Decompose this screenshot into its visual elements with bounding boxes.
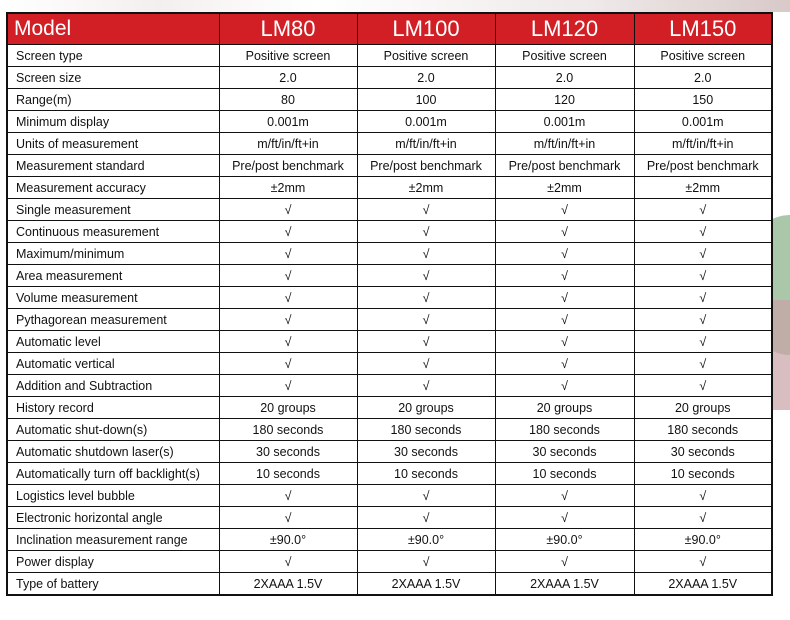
table-cell: √	[357, 353, 495, 375]
row-label: Measurement accuracy	[7, 177, 219, 199]
table-cell: ±2mm	[219, 177, 357, 199]
table-cell: √	[634, 375, 772, 397]
table-cell: 80	[219, 89, 357, 111]
table-row	[7, 45, 772, 67]
table-row	[7, 463, 772, 485]
table-row	[7, 287, 772, 309]
table-cell: √	[634, 309, 772, 331]
row-label: Units of measurement	[7, 133, 219, 155]
table-row	[7, 155, 772, 177]
table-cell: √	[634, 287, 772, 309]
row-label: Range(m)	[7, 89, 219, 111]
table-cell: 30 seconds	[495, 441, 634, 463]
table-cell: √	[219, 375, 357, 397]
row-label: Electronic horizontal angle	[7, 507, 219, 529]
table-row	[7, 419, 772, 441]
background-banner	[0, 0, 790, 12]
table-row	[7, 89, 772, 111]
table-cell: 20 groups	[634, 397, 772, 419]
table-row	[7, 199, 772, 221]
header-lm100: LM100	[357, 13, 495, 45]
row-label: Maximum/minimum	[7, 243, 219, 265]
table-row	[7, 309, 772, 331]
table-cell: √	[357, 551, 495, 573]
table-cell: √	[219, 221, 357, 243]
table-cell: √	[219, 485, 357, 507]
table-cell: √	[495, 375, 634, 397]
header-model: Model	[7, 13, 219, 45]
row-label: Power display	[7, 551, 219, 573]
table-cell: 10 seconds	[634, 463, 772, 485]
table-cell: 0.001m	[495, 111, 634, 133]
spec-comparison-table	[6, 12, 773, 596]
table-row	[7, 221, 772, 243]
table-cell: 180 seconds	[219, 419, 357, 441]
header-lm120: LM120	[495, 13, 634, 45]
table-cell: √	[357, 507, 495, 529]
table-cell: Positive screen	[634, 45, 772, 67]
table-cell: √	[634, 265, 772, 287]
table-cell: 180 seconds	[495, 419, 634, 441]
table-cell: √	[634, 551, 772, 573]
row-label: Type of battery	[7, 573, 219, 596]
table-cell: 30 seconds	[634, 441, 772, 463]
table-row	[7, 133, 772, 155]
table-cell: ±90.0°	[634, 529, 772, 551]
table-cell: Pre/post benchmark	[634, 155, 772, 177]
table-cell: 2XAAA 1.5V	[495, 573, 634, 596]
table-cell: 0.001m	[219, 111, 357, 133]
table-cell: m/ft/in/ft+in	[634, 133, 772, 155]
table-cell: √	[219, 353, 357, 375]
table-row	[7, 573, 772, 596]
row-label: Automatic level	[7, 331, 219, 353]
table-cell: √	[219, 309, 357, 331]
table-cell: 2.0	[357, 67, 495, 89]
table-cell: √	[219, 551, 357, 573]
table-cell: 180 seconds	[634, 419, 772, 441]
row-label: Pythagorean measurement	[7, 309, 219, 331]
table-row	[7, 375, 772, 397]
table-cell: √	[357, 221, 495, 243]
table-cell: √	[495, 551, 634, 573]
table-cell: √	[634, 331, 772, 353]
table-row	[7, 441, 772, 463]
row-label: Automatic shut-down(s)	[7, 419, 219, 441]
header-lm80: LM80	[219, 13, 357, 45]
table-cell: Pre/post benchmark	[495, 155, 634, 177]
table-row	[7, 111, 772, 133]
table-cell: √	[634, 507, 772, 529]
table-body	[7, 45, 772, 596]
table-cell: ±2mm	[495, 177, 634, 199]
table-cell: √	[495, 265, 634, 287]
table-row	[7, 397, 772, 419]
table-row	[7, 67, 772, 89]
table-cell: √	[634, 353, 772, 375]
table-row	[7, 507, 772, 529]
table-cell: √	[357, 287, 495, 309]
row-label: Automatic vertical	[7, 353, 219, 375]
table-cell: ±90.0°	[357, 529, 495, 551]
table-cell: 100	[357, 89, 495, 111]
table-cell: m/ft/in/ft+in	[495, 133, 634, 155]
table-cell: Positive screen	[357, 45, 495, 67]
table-cell: 0.001m	[357, 111, 495, 133]
table-cell: √	[495, 287, 634, 309]
header-lm150: LM150	[634, 13, 772, 45]
table-cell: 20 groups	[495, 397, 634, 419]
table-row	[7, 353, 772, 375]
row-label: Volume measurement	[7, 287, 219, 309]
row-label: Screen type	[7, 45, 219, 67]
table-cell: 0.001m	[634, 111, 772, 133]
table-cell: √	[219, 199, 357, 221]
row-label: Addition and Subtraction	[7, 375, 219, 397]
table-cell: √	[495, 507, 634, 529]
table-cell: m/ft/in/ft+in	[357, 133, 495, 155]
row-label: Single measurement	[7, 199, 219, 221]
table-cell: ±2mm	[357, 177, 495, 199]
table-cell: m/ft/in/ft+in	[219, 133, 357, 155]
table-cell: √	[357, 331, 495, 353]
table-cell: 2XAAA 1.5V	[219, 573, 357, 596]
table-cell: 2XAAA 1.5V	[357, 573, 495, 596]
row-label: Logistics level bubble	[7, 485, 219, 507]
table-row	[7, 551, 772, 573]
row-label: Screen size	[7, 67, 219, 89]
table-cell: √	[357, 375, 495, 397]
table-cell: ±2mm	[634, 177, 772, 199]
table-cell: √	[219, 331, 357, 353]
table-cell: Positive screen	[219, 45, 357, 67]
row-label: Measurement standard	[7, 155, 219, 177]
table-cell: √	[634, 485, 772, 507]
table-row	[7, 485, 772, 507]
table-row	[7, 529, 772, 551]
table-cell: ±90.0°	[219, 529, 357, 551]
table-cell: ±90.0°	[495, 529, 634, 551]
table-cell: 2XAAA 1.5V	[634, 573, 772, 596]
table-header-row	[7, 13, 772, 45]
table-cell: √	[495, 331, 634, 353]
table-cell: √	[357, 243, 495, 265]
table-cell: √	[219, 507, 357, 529]
table-cell: 180 seconds	[357, 419, 495, 441]
row-label: Automatically turn off backlight(s)	[7, 463, 219, 485]
row-label: Minimum display	[7, 111, 219, 133]
row-label: Area measurement	[7, 265, 219, 287]
table-cell: 10 seconds	[219, 463, 357, 485]
table-cell: √	[495, 199, 634, 221]
table-cell: 20 groups	[357, 397, 495, 419]
table-cell: √	[495, 485, 634, 507]
row-label: Automatic shutdown laser(s)	[7, 441, 219, 463]
table-row	[7, 265, 772, 287]
row-label: Continuous measurement	[7, 221, 219, 243]
table-cell: √	[219, 265, 357, 287]
table-cell: 30 seconds	[219, 441, 357, 463]
table-cell: √	[634, 221, 772, 243]
table-cell: 120	[495, 89, 634, 111]
table-cell: √	[495, 353, 634, 375]
table-cell: 10 seconds	[357, 463, 495, 485]
table-cell: 10 seconds	[495, 463, 634, 485]
table-cell: √	[219, 243, 357, 265]
table-cell: Positive screen	[495, 45, 634, 67]
table-cell: √	[495, 243, 634, 265]
table-cell: √	[634, 199, 772, 221]
table-row	[7, 243, 772, 265]
table-cell: 2.0	[634, 67, 772, 89]
table-cell: 20 groups	[219, 397, 357, 419]
table-cell: √	[495, 221, 634, 243]
table-cell: √	[357, 199, 495, 221]
table-cell: √	[495, 309, 634, 331]
table-row	[7, 177, 772, 199]
table-cell: 2.0	[495, 67, 634, 89]
table-cell: 150	[634, 89, 772, 111]
table-cell: Pre/post benchmark	[219, 155, 357, 177]
table-cell: √	[219, 287, 357, 309]
table-cell: 30 seconds	[357, 441, 495, 463]
row-label: History record	[7, 397, 219, 419]
table-cell: √	[357, 309, 495, 331]
table-row	[7, 331, 772, 353]
table-cell: 2.0	[219, 67, 357, 89]
table-cell: √	[357, 265, 495, 287]
table-cell: Pre/post benchmark	[357, 155, 495, 177]
table-cell: √	[357, 485, 495, 507]
table-cell: √	[634, 243, 772, 265]
row-label: Inclination measurement range	[7, 529, 219, 551]
